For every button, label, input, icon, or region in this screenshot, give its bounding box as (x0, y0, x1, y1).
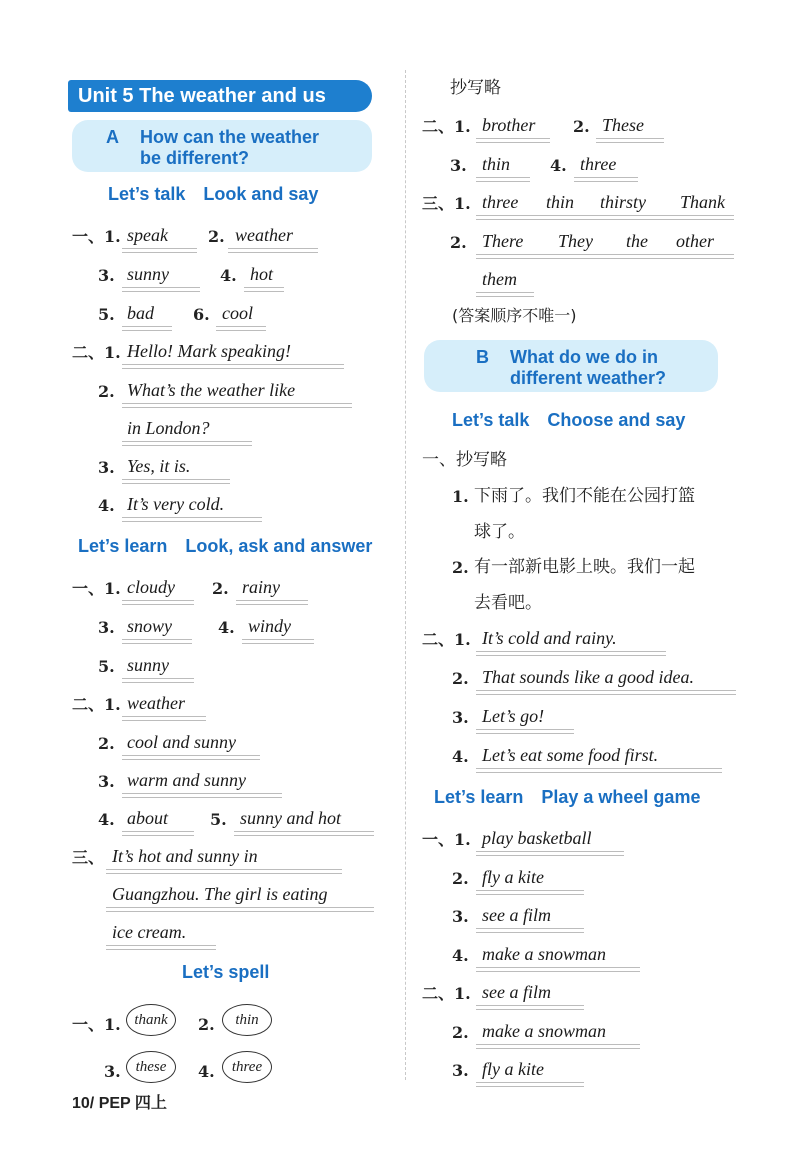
writing-lines (106, 869, 342, 874)
circled-word-thin: thin (222, 1004, 272, 1036)
writing-lines (476, 928, 584, 933)
answer-weather: weather (235, 225, 293, 245)
writing-lines (476, 1005, 584, 1010)
answer-in-london: in London? (127, 418, 210, 438)
writing-lines (476, 851, 624, 856)
answer-about: about (127, 808, 169, 828)
label-5: 5. (98, 305, 115, 324)
answer-yes-it-is: Yes, it is. (127, 456, 191, 476)
answer-weather-2: weather (127, 693, 185, 713)
answer-warm-and-sunny: warm and sunny (127, 770, 247, 790)
answer-sunny-and-hot: sunny and hot (240, 808, 341, 828)
answer-eat-food-first: Let’s eat some food first. (482, 745, 659, 765)
answer-very-cold: It’s very cold. (127, 494, 225, 514)
answer-sunny: sunny (127, 264, 169, 284)
writing-lines (122, 364, 344, 369)
section-a-title-line1: How can the weather (140, 127, 320, 147)
writing-lines (476, 768, 722, 773)
writing-lines (476, 254, 734, 259)
writing-lines (122, 403, 352, 408)
label-2: 2. (208, 227, 225, 246)
circled-word-these: these (126, 1051, 176, 1083)
section-a-title-line2: be different? (140, 148, 250, 168)
writing-lines (574, 177, 638, 182)
writing-lines (476, 690, 736, 695)
writing-lines (122, 831, 194, 836)
writing-lines (122, 793, 282, 798)
label-5: 5. (98, 657, 115, 676)
answer-hot-and-sunny-in: It’s hot and sunny in (112, 846, 258, 866)
answer-ice-cream: ice cream. (112, 922, 187, 942)
label-4: 4. (452, 747, 469, 766)
writing-lines (476, 729, 574, 734)
answer-see-a-film: see a film (482, 905, 551, 925)
answer-fly-a-kite: fly a kite (482, 867, 544, 887)
answer-play-basketball: play basketball (482, 828, 592, 848)
answer-sunny-2: sunny (127, 655, 169, 675)
writing-lines (106, 907, 374, 912)
label-5: 5. (210, 810, 227, 829)
writing-lines (122, 479, 230, 484)
label-2: 2. (212, 579, 229, 598)
answer-thin-2: thin (546, 192, 575, 212)
writing-lines (106, 945, 216, 950)
label-yi-copy: 一、抄写略 (422, 450, 507, 470)
section-a-letter: A (106, 127, 119, 147)
label-2: 2. (98, 734, 115, 753)
writing-lines (476, 215, 734, 220)
label-3: 3. (98, 458, 115, 477)
answer-windy: windy (248, 616, 291, 636)
heading-a-learn: Let’s learn Look, ask and answer (78, 536, 373, 556)
label-2: 2. (98, 382, 115, 401)
label-er-1: 二、1. (422, 630, 471, 649)
writing-lines (476, 138, 550, 143)
copy-note: 抄写略 (450, 78, 501, 98)
writing-lines (476, 890, 584, 895)
label-4: 4. (452, 946, 469, 965)
heading-b-talk: Let’s talk Choose and say (452, 410, 686, 430)
writing-lines (476, 177, 530, 182)
answer-sounds-like: That sounds like a good idea. (482, 667, 694, 687)
writing-lines (476, 292, 534, 297)
answer-hot: hot (250, 264, 274, 284)
heading-a-spell: Let’s spell (182, 962, 270, 982)
writing-lines (476, 1082, 584, 1087)
writing-lines (122, 600, 194, 605)
section-b-header (424, 340, 718, 392)
writing-lines (476, 651, 666, 656)
writing-lines (236, 600, 308, 605)
label-3: 3. (104, 1062, 121, 1081)
answer-fly-a-kite-2: fly a kite (482, 1059, 544, 1079)
answer-rainy: rainy (242, 577, 280, 597)
answer-lets-go: Let’s go! (482, 706, 545, 726)
answer-other: other (676, 231, 714, 251)
label-3: 3. (450, 156, 467, 175)
writing-lines (596, 138, 664, 143)
label-4: 4. (220, 266, 237, 285)
label-1: 1. (452, 487, 469, 506)
label-er-1: 二、1. (72, 343, 121, 362)
answer-cold-and-rainy: It’s cold and rainy. (482, 628, 617, 648)
translation-2a: 有一部新电影上映。我们一起 (474, 557, 695, 577)
answer-three-2: three (482, 192, 519, 212)
label-4: 4. (218, 618, 235, 637)
label-4: 4. (198, 1062, 215, 1081)
writing-lines (122, 441, 252, 446)
column-divider (405, 70, 406, 1080)
answer-thirsty: thirsty (600, 192, 647, 212)
answer-the: the (626, 231, 648, 251)
writing-lines (122, 248, 197, 253)
label-er-1: 二、1. (422, 117, 471, 136)
label-3: 3. (452, 907, 469, 926)
writing-lines (122, 639, 192, 644)
writing-lines (122, 755, 260, 760)
writing-lines (216, 326, 266, 331)
translation-1b: 球了。 (474, 522, 525, 542)
answer-thank: Thank (680, 192, 725, 212)
page-footer: 10/ PEP 四上 (72, 1095, 167, 1112)
writing-lines (228, 248, 318, 253)
label-3: 3. (452, 1061, 469, 1080)
label-yi-1: 一、1. (72, 579, 121, 598)
writing-lines (122, 678, 194, 683)
label-2: 2. (452, 1023, 469, 1042)
translation-1a: 下雨了。我们不能在公园打篮 (474, 486, 695, 506)
answer-cloudy: cloudy (127, 577, 175, 597)
answer-bad: bad (127, 303, 154, 323)
writing-lines (122, 517, 262, 522)
answer-order-note: (答案顺序不唯一) (452, 306, 577, 325)
label-2: 2. (452, 869, 469, 888)
label-san-1: 三、1. (422, 194, 471, 213)
section-b-letter: B (476, 347, 489, 367)
unit-title-banner: Unit 5 The weather and us (68, 80, 372, 112)
answer-cool: cool (222, 303, 253, 323)
label-san: 三、 (72, 848, 105, 867)
writing-lines (244, 287, 284, 292)
label-3: 3. (98, 266, 115, 285)
label-3: 3. (98, 618, 115, 637)
circled-word-three: three (222, 1051, 272, 1083)
section-b-title-line2: different weather? (510, 368, 667, 388)
writing-lines (234, 831, 374, 836)
answer-guangzhou-girl: Guangzhou. The girl is eating (112, 884, 328, 904)
label-2: 2. (573, 117, 590, 136)
answer-brother: brother (482, 115, 536, 135)
answer-see-a-film-2: see a film (482, 982, 551, 1002)
label-er-1: 二、1. (422, 984, 471, 1003)
label-4: 4. (550, 156, 567, 175)
answer-hello-mark: Hello! Mark speaking! (127, 341, 291, 361)
answer-them: them (482, 269, 517, 289)
answer-speak: speak (127, 225, 168, 245)
label-2: 2. (198, 1015, 215, 1034)
label-yi-1: 一、1. (72, 227, 121, 246)
answer-weather-like: What’s the weather like (127, 380, 296, 400)
writing-lines (122, 287, 200, 292)
heading-b-learn: Let’s learn Play a wheel game (434, 787, 701, 807)
label-4: 4. (98, 496, 115, 515)
label-er-1: 二、1. (72, 695, 121, 714)
label-2: 2. (452, 669, 469, 688)
answer-make-a-snowman: make a snowman (482, 944, 606, 964)
circled-word-thank: thank (126, 1004, 176, 1036)
translation-2b: 去看吧。 (474, 593, 542, 613)
section-b-title-line1: What do we do in (510, 347, 658, 367)
label-2: 2. (452, 558, 469, 577)
answer-cool-and-sunny: cool and sunny (127, 732, 236, 752)
writing-lines (122, 326, 172, 331)
section-a-header (72, 120, 372, 172)
answer-there: There (482, 231, 524, 251)
label-6: 6. (193, 305, 210, 324)
label-yi-1: 一、1. (72, 1015, 121, 1034)
answer-three: three (580, 154, 617, 174)
heading-a-talk: Let’s talk Look and say (108, 184, 319, 204)
answer-snowy: snowy (127, 616, 172, 636)
answer-they: They (558, 231, 593, 251)
label-3: 3. (452, 708, 469, 727)
writing-lines (476, 1044, 640, 1049)
label-2: 2. (450, 233, 467, 252)
answer-these: These (602, 115, 644, 135)
label-3: 3. (98, 772, 115, 791)
writing-lines (122, 716, 206, 721)
writing-lines (476, 967, 640, 972)
label-4: 4. (98, 810, 115, 829)
answer-make-a-snowman-2: make a snowman (482, 1021, 606, 1041)
answer-thin: thin (482, 154, 511, 174)
label-yi-1: 一、1. (422, 830, 471, 849)
writing-lines (242, 639, 314, 644)
